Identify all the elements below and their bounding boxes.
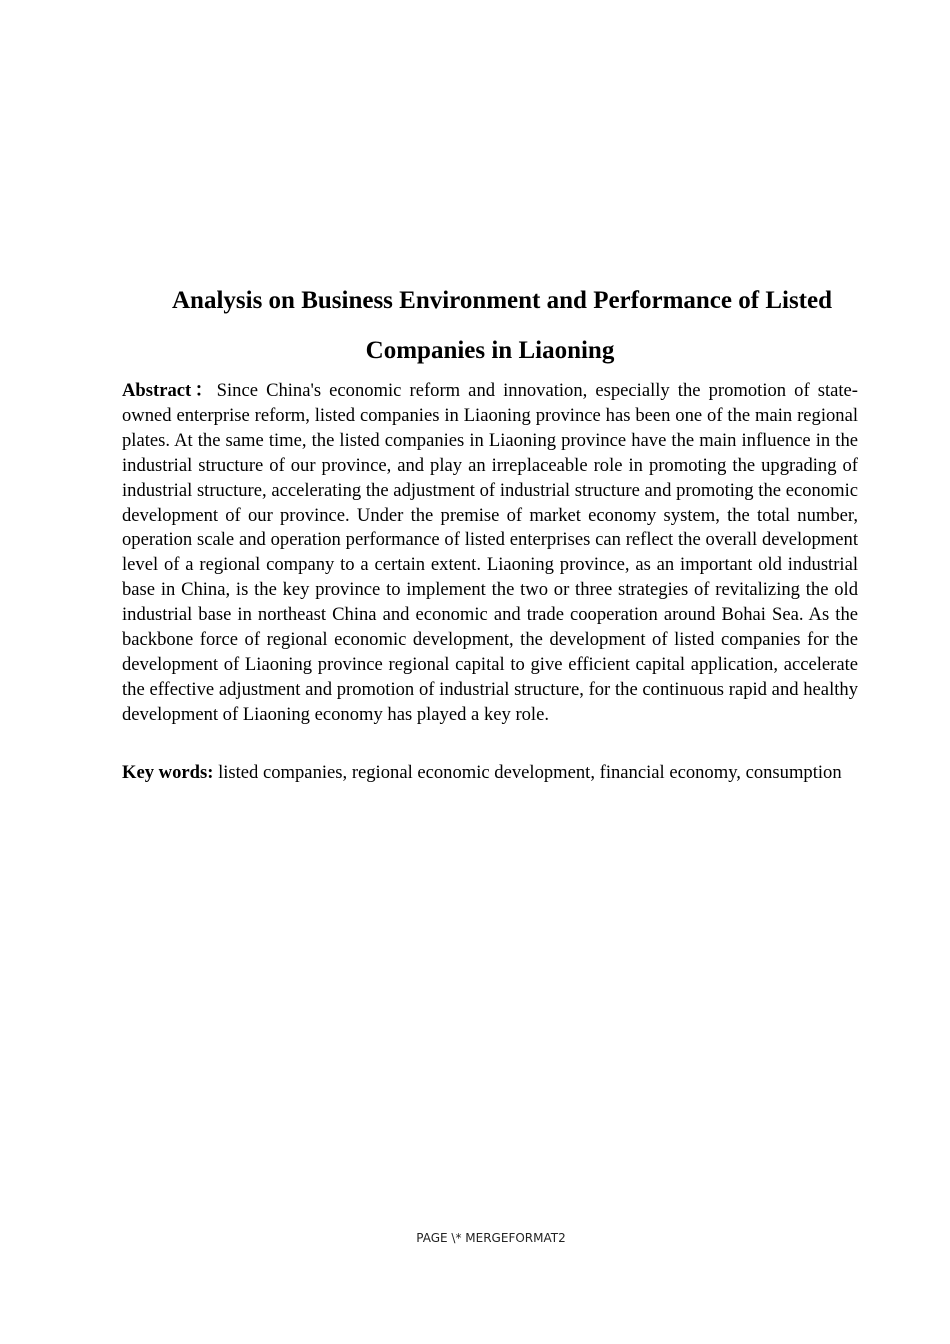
keywords-text: listed companies, regional economic development, financial economy, consumption xyxy=(213,762,842,783)
page-footer-field: PAGE \* MERGEFORMAT2 xyxy=(416,1231,566,1245)
abstract-paragraph xyxy=(122,379,858,728)
paper-title-line-2: Companies in Liaoning xyxy=(365,337,615,364)
keywords-label: Key words: xyxy=(122,762,214,783)
paper-title-line-1: Analysis on Business Environment and Performance of Listed xyxy=(171,287,832,314)
keywords-paragraph xyxy=(122,761,858,786)
paper-title xyxy=(122,276,858,376)
abstract-text: Since China's economic reform and innovation, especially the promotion of state-owned enterprise reform, listed companies in Liaoning province has been one of the main regional plates. At the same time, the listed companies in Liaoning province have the main influence in the industrial structure of our province, and play an irreplaceable role in promoting the upgrading of industrial structure, accelerating the adjustment of industrial structure and promoting the economic development of our province. Under the premise of market economy system, the total number, operation scale and operation performance of listed enterprises can reflect the overall development level of a regional company to a certain extent. Liaoning province, as an important old industrial base in China, is the key province to implement the two or three strategies of revitalizing the old industrial base in northeast China and economic and trade cooperation around Bohai Sea. As the backbone force of regional economic development, the development of listed companies for the development of Liaoning province regional capital to give efficient capital application, accelerate the effective adjustment and promotion of industrial structure, for the continuous rapid and healthy development of Liaoning economy has played a key role. xyxy=(122,380,858,725)
abstract-label: Abstract： xyxy=(122,380,217,401)
